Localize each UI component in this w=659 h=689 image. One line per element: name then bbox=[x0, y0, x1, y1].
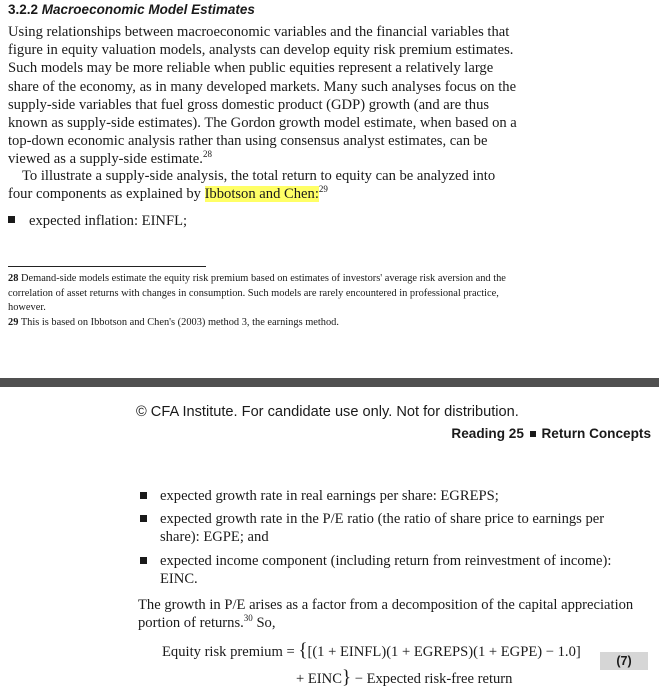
bullet-square-icon bbox=[140, 557, 147, 564]
footnote-28 bbox=[8, 272, 523, 316]
bullet-square-icon bbox=[140, 492, 147, 499]
section-title: Macroeconomic Model Estimates bbox=[41, 2, 255, 17]
bullet-inflation bbox=[8, 213, 187, 230]
section-heading bbox=[8, 2, 255, 17]
formula-line-1: Equity risk premium = {[(1 + EINFL)(1 + EGREPS)(1 + EGPE) − 1.0] bbox=[162, 640, 581, 661]
section-number: 3.2.2 bbox=[8, 2, 39, 17]
copyright-notice: © CFA Institute. For candidate use only. Not for distribution. bbox=[136, 404, 519, 420]
footnote-ref-28[interactable]: 28 bbox=[202, 149, 212, 160]
list-item bbox=[140, 487, 640, 505]
reading-title: Return Concepts bbox=[541, 426, 651, 441]
separator-icon bbox=[530, 431, 536, 437]
list-item-text: expected growth rate in real earnings per share: EGREPS; bbox=[160, 488, 499, 504]
bullet-text: expected inflation: EINFL; bbox=[29, 213, 188, 229]
list-item bbox=[140, 552, 640, 588]
formula-lhs: Equity risk premium = bbox=[162, 644, 299, 660]
list-item-text: expected income component (including return from reinvestment of income): EINC. bbox=[160, 552, 612, 587]
formula-term: + EINC bbox=[296, 671, 342, 687]
bullet-list bbox=[140, 487, 640, 593]
highlighted-text: Ibbotson and Chen: bbox=[204, 186, 319, 203]
formula-rhs: [(1 + EINFL)(1 + EGREPS)(1 + EGPE) − 1.0] bbox=[307, 644, 581, 660]
paragraph-3 bbox=[138, 596, 653, 632]
reading-number: Reading 25 bbox=[451, 426, 524, 441]
footnote-ref-30[interactable]: 30 bbox=[243, 613, 253, 624]
paragraph-3-text: The growth in P/E arises as a factor from a decomposition of the capital appreciation portion of returns. bbox=[138, 597, 634, 632]
page-divider bbox=[0, 378, 659, 387]
footnotes bbox=[8, 272, 523, 330]
paragraph-1-text: Using relationships between macroeconomic variables and the financial variables that figure in equity valuation models, analysts can develop equity risk premium estimates. Such models may be more reliable when public equities represent a relatively large share of the economy, as in many developed markets. Many such analyses focus on the supply-side variables that fuel gross domestic product (GDP) growth (and are thus known as supply-side estimates). The Gordon growth model estimate, when based on a top-down economic analysis rather than using consensus analyst estimates, can be viewed as a supply-side estimate. bbox=[8, 24, 517, 168]
footnote-text: Demand-side models estimate the equity risk premium based on estimates of investors' average risk aversion and the correlation of asset returns with changes in consumption. Such models are rarely encountered in professional practice, however. bbox=[8, 273, 506, 314]
footnote-29 bbox=[8, 316, 523, 331]
list-item-text: expected growth rate in the P/E ratio (the ratio of share price to earnings per share): EGPE; and bbox=[160, 511, 605, 546]
footnote-text: This is based on Ibbotson and Chen's (2003) method 3, the earnings method. bbox=[20, 316, 339, 328]
list-item bbox=[140, 510, 640, 546]
paragraph-1 bbox=[8, 23, 521, 169]
formula-tail: − Expected risk-free return bbox=[351, 671, 513, 687]
paragraph-3-tail: So, bbox=[252, 615, 276, 632]
footnote-ref-29[interactable]: 29 bbox=[318, 184, 328, 195]
equation-number: (7) bbox=[600, 652, 648, 670]
paragraph-2-text: To illustrate a supply-side analysis, the total return to equity can be analyzed into four components as explained by bbox=[8, 168, 496, 203]
bullet-square-icon bbox=[140, 515, 147, 522]
bullet-square-icon bbox=[8, 216, 15, 223]
reading-header bbox=[451, 426, 651, 441]
footnote-number: 28 bbox=[8, 273, 19, 284]
footnote-divider bbox=[8, 266, 206, 267]
footnote-number: 29 bbox=[8, 316, 19, 328]
paragraph-2 bbox=[8, 167, 521, 203]
formula-line-2: + EINC} − Expected risk-free return bbox=[296, 667, 513, 688]
